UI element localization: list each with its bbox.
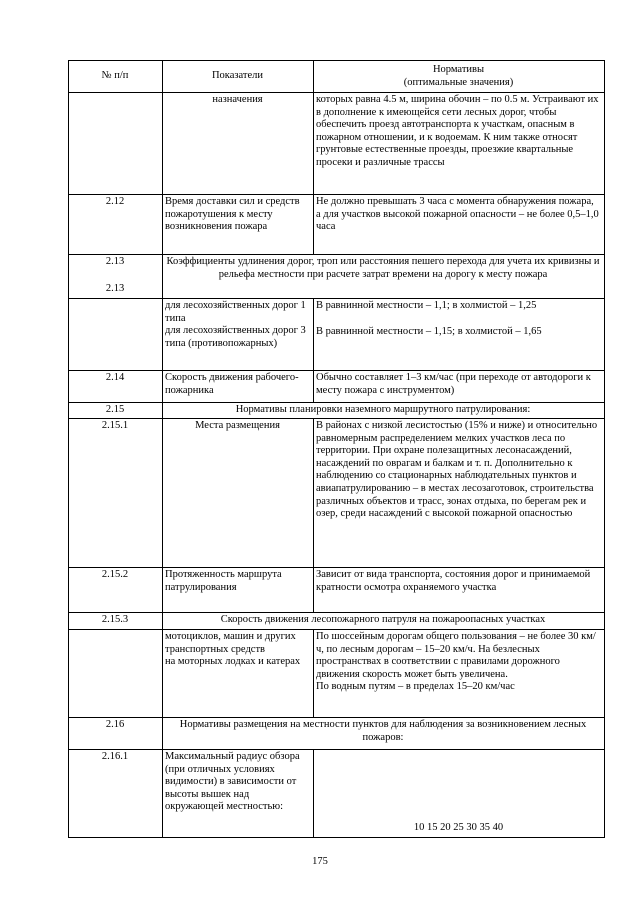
row-norm-heights: 10 15 20 25 30 35 40 — [314, 750, 605, 838]
header-indicators: Показатели — [163, 61, 314, 93]
table-header-row — [69, 61, 605, 93]
row-indicator: Протяженность маршрута патрулирования — [163, 568, 314, 613]
row-norm: В районах с низкой лесистостью (15% и ниже) и относительно равномерным распределением мелких участков леса по территории. При охране полезащитных лесонасаждений, насаждений по оврагам и балкам и т. п. Дополнительно к наблюдению со стационарных наблюдательных пунктов и авиапатрулированию – в местах лесозаготовок, строительства различных объектов и трасс, зонах отдыха, по берегам рек и озер, среди насаждений с высокой пожарной опасностью — [314, 419, 605, 568]
row-section-text: Коэффициенты удлинения дорог, троп или расстояния пешего перехода для учета их кривизны и рельефа местности при расчете затрат времени на дорогу к месту пожара — [163, 255, 605, 299]
page-number: 175 — [312, 856, 328, 867]
table-row — [69, 718, 605, 750]
table-row — [69, 419, 605, 568]
row-num: 2.14 — [69, 371, 163, 403]
row-indicator: для лесохозяйственных дорог 1 типа для лесохозяйственных дорог 3 типа (противопожарных) — [163, 299, 314, 371]
row-indicator: Скорость движения рабочего-пожарника — [163, 371, 314, 403]
table-row — [69, 195, 605, 255]
row-norm-line2: В равнинной местности – 1,15; в холмистой – 1,65 — [316, 325, 542, 337]
row-indicator: Места размещения — [163, 419, 314, 568]
row-num: 2.12 — [69, 195, 163, 255]
row-norm-line1: В равнинной местности – 1,1; в холмистой – 1,25 — [316, 300, 537, 311]
row-indicator: Время доставки сил и средств пожаротушения к месту возникновения пожара — [163, 195, 314, 255]
table-row — [69, 93, 605, 195]
row-num — [69, 255, 163, 299]
row-section-text: Нормативы размещения на местности пунктов для наблюдения за возникновением лесных пожаров: — [163, 718, 605, 750]
row-num — [69, 630, 163, 718]
row-num: 2.15 — [69, 403, 163, 419]
row-norm — [314, 299, 605, 371]
row-num — [69, 299, 163, 371]
header-norms-line1: Нормативы — [432, 63, 485, 75]
row-indicator: назначения — [163, 93, 314, 195]
row-num: 2.15.2 — [69, 568, 163, 613]
table-row — [69, 299, 605, 371]
table-row — [69, 403, 605, 419]
row-indicator: Максимальный радиус обзора (при отличных условиях видимости) в зависимости от высоты вышек над окружающей местностью: — [163, 750, 314, 838]
row-num: 2.16 — [69, 718, 163, 750]
row-norm: которых равна 4.5 м, ширина обочин – по 0.5 м. Устраивают их в дополнение к имеющейся сети лесных дорог, чтобы обеспечить проезд автотранспорта к участкам, опасным в пожарном отношении, и к водоемам. К ним также относят грунтовые естественные проезды, проезжие квартальные просеки и различные трассы — [314, 93, 605, 195]
table-row — [69, 568, 605, 613]
table-row — [69, 255, 605, 299]
header-norms-line2: (оптимальные значения) — [403, 76, 514, 88]
row-norm: Зависит от вида транспорта, состояния дорог и принимаемой кратности осмотра охраняемого участка — [314, 568, 605, 613]
row-section-text: Нормативы планировки наземного маршрутного патрулирования: — [163, 403, 605, 419]
table-row — [69, 371, 605, 403]
header-num: № п/п — [69, 61, 163, 93]
table-row — [69, 613, 605, 630]
norms-table — [68, 60, 605, 838]
row-norm: По шоссейным дорогам общего пользования – не более 30 км/ч, по лесным дорогам – 15–20 км/ч. На безлесных пространствах в соответствии с правилами дорожного движения скорость может быть увеличена. По водным путям – в пределах 15–20 км/час — [314, 630, 605, 718]
table-row — [69, 630, 605, 718]
row-num — [69, 93, 163, 195]
header-norms — [314, 61, 605, 93]
row-num-line2: 2.13 — [105, 282, 125, 294]
row-indicator: мотоциклов, машин и других транспортных средств на моторных лодках и катерах — [163, 630, 314, 718]
row-num: 2.15.3 — [69, 613, 163, 630]
row-norm: Обычно составляет 1–3 км/час (при переходе от автодороги к месту пожара с инструментом) — [314, 371, 605, 403]
row-num: 2.15.1 — [69, 419, 163, 568]
row-num: 2.16.1 — [69, 750, 163, 838]
row-num-line1: 2.13 — [105, 256, 125, 267]
row-section-text: Скорость движения лесопожарного патруля на пожароопасных участках — [163, 613, 605, 630]
row-norm: Не должно превышать 3 часа с момента обнаружения пожара, а для участков высокой пожарной опасности – не более 0,5–1,0 часа — [314, 195, 605, 255]
table-row — [69, 750, 605, 838]
